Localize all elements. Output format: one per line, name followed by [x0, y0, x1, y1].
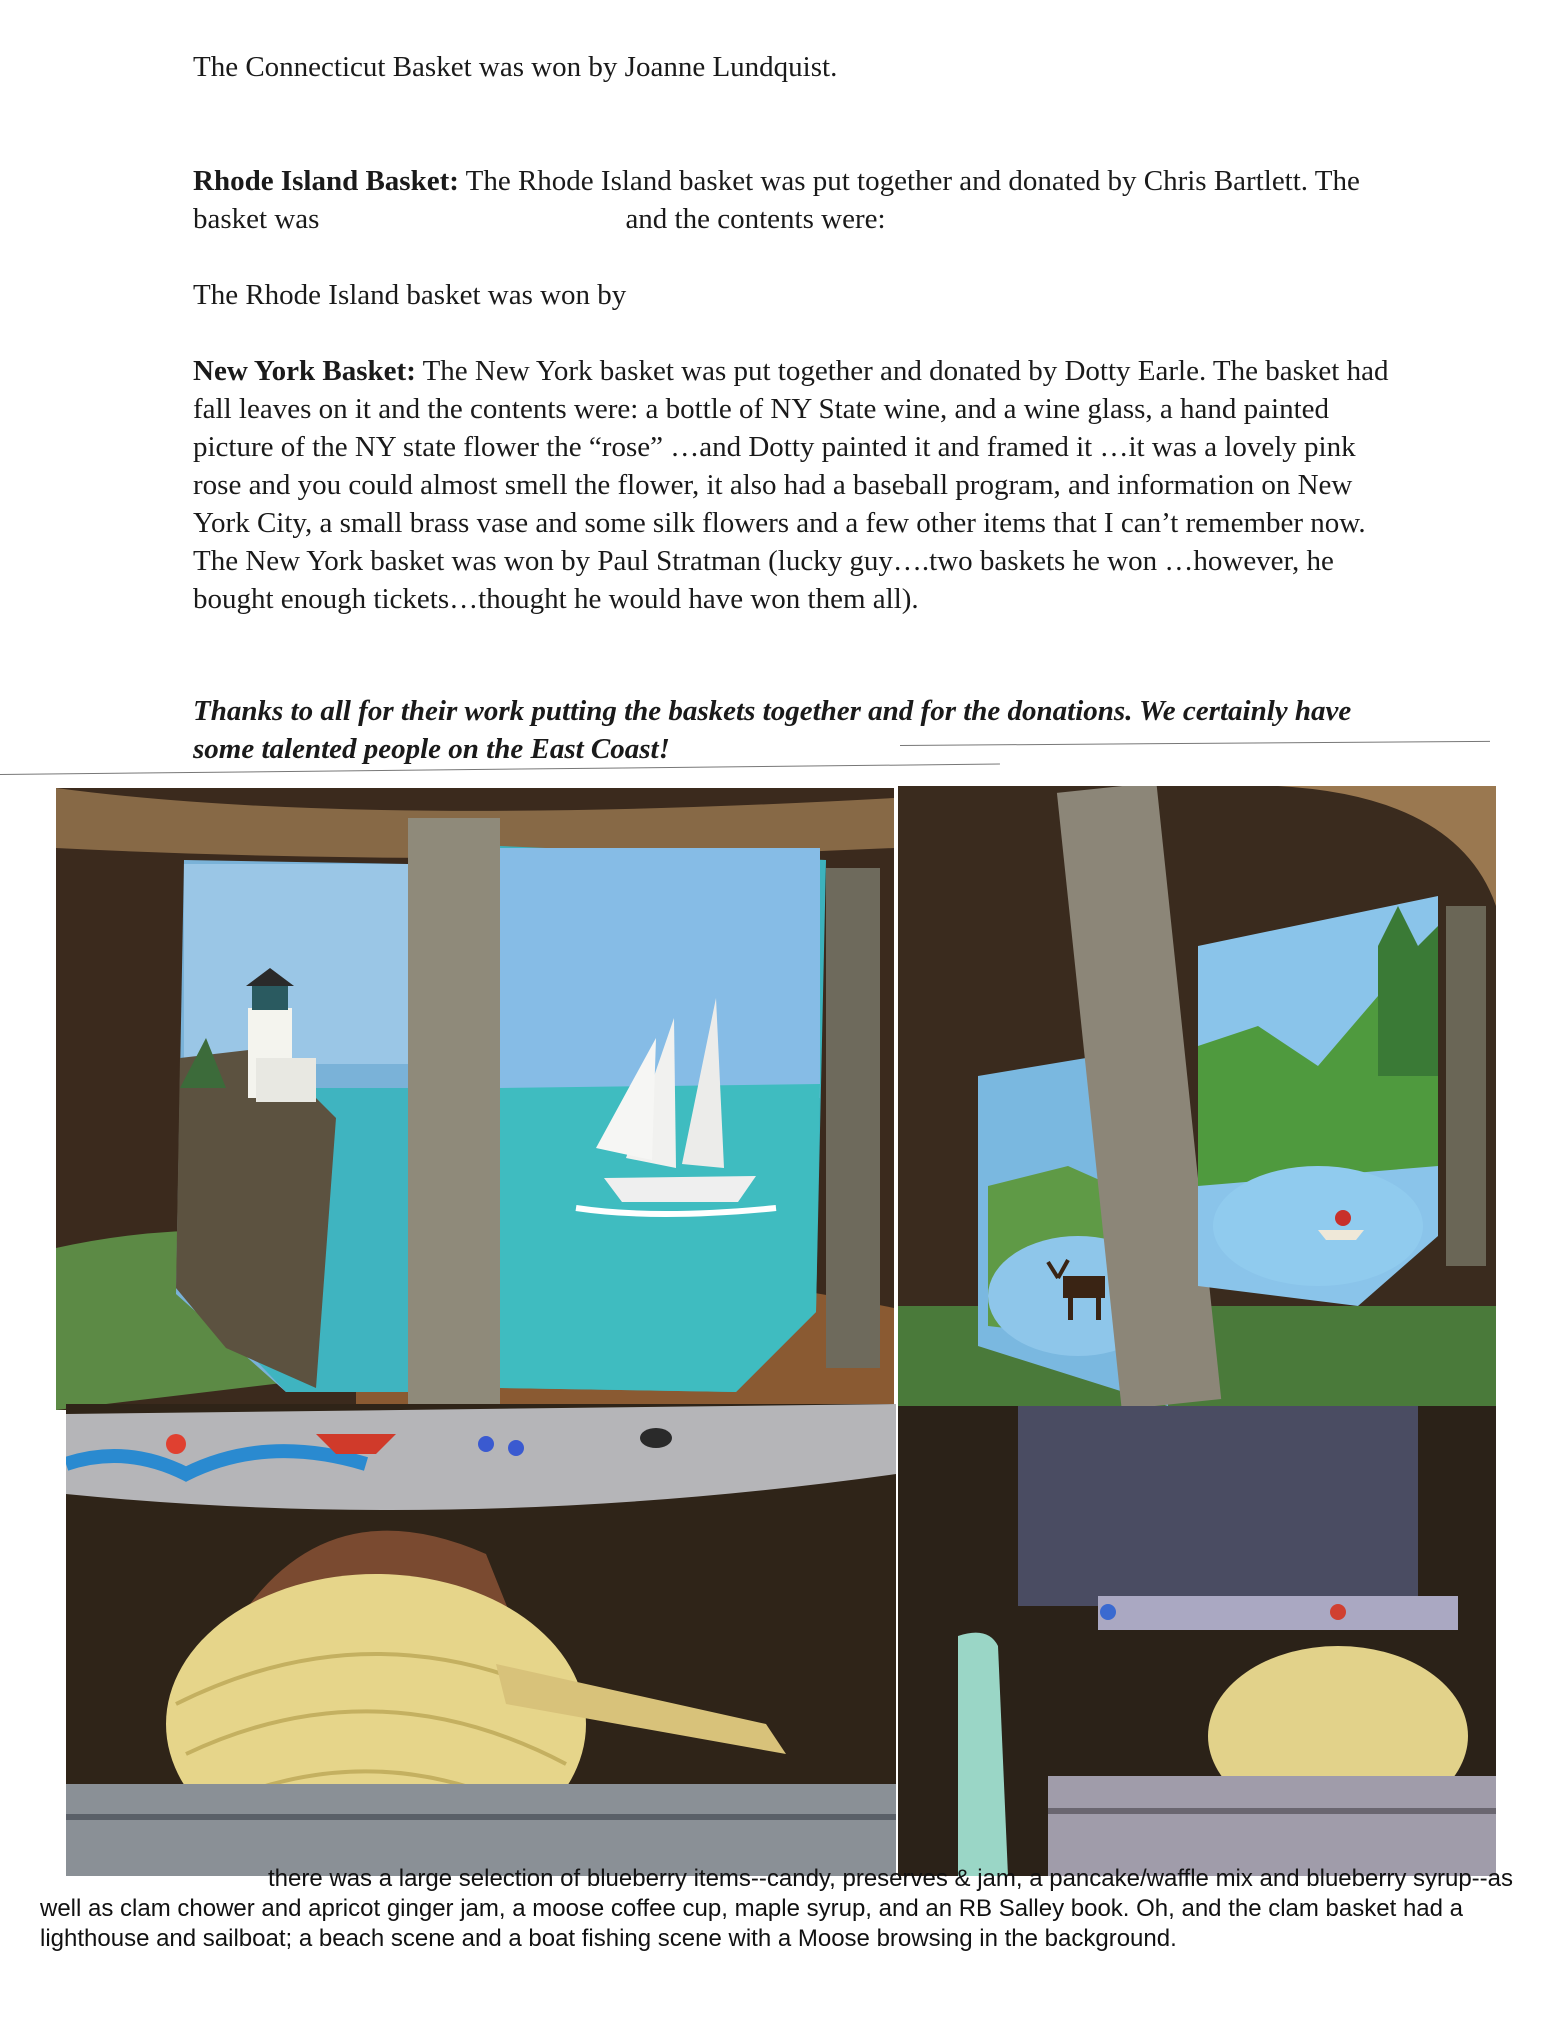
rhode-island-winner-text [193, 276, 1403, 314]
moose-leg [1096, 1296, 1101, 1320]
thanks-sentence: Thanks to all for their work putting the baskets together and for the donations. We certainly have some talented people on the East Coast! [193, 695, 1352, 765]
rhode-island-description: The Rhode Island basket was put together and donated by Chris Bartlett. The basket was [193, 165, 1360, 235]
crate-slats [66, 1784, 896, 1876]
lighthouse-sky [184, 864, 408, 1064]
clam-basket-illustration [66, 1404, 896, 1876]
basket-photo-collage [0, 776, 1553, 1886]
photo-moose-fishing [898, 786, 1496, 1406]
new-york-description: The New York basket was put together and donated by Dotty Earle. The basket had fall leaves on it and the contents were: a bottle of NY State wine, and a wine glass, a hand painted picture of the NY state flower the “rose” …and Dotty painted it and framed it …it was a lovely pink rose and you could almost smell the flower, it also had a baseball program, and information on New York City, a small brass vase and some silk flowers and a few other items that I can’t remember now. The New York basket was won by Paul Stratman (lucky guy….two baskets he won …however, he bought enough tickets…thought he would have won them all). [193, 355, 1389, 615]
rhode-island-heading: Rhode Island Basket: [193, 165, 459, 197]
moose-leg [1068, 1296, 1073, 1320]
connecticut-winner-sentence: The Connecticut Basket was won by Joanne Lundquist. [193, 51, 838, 83]
lighthouse-sailboat-illustration [56, 788, 894, 1410]
new-york-paragraph [193, 352, 1403, 618]
painted-flower [1100, 1604, 1116, 1620]
photo-caption [40, 1864, 1520, 1954]
painted-buoy [166, 1434, 186, 1454]
rhode-island-contents-intro: and the contents were: [625, 203, 886, 235]
painted-rim [1098, 1596, 1458, 1630]
thanks-paragraph [193, 692, 1403, 768]
fishing-boat [1318, 1230, 1364, 1240]
rhode-island-winner-sentence: The Rhode Island basket was won by [193, 279, 627, 311]
moose-body [1063, 1276, 1105, 1298]
moose-cup-illustration [898, 1406, 1496, 1876]
crate-slats [1048, 1776, 1496, 1876]
basket-slats [1446, 906, 1486, 1266]
keeper-house [256, 1058, 316, 1102]
boat-hull [604, 1176, 756, 1202]
fishing-lake [1213, 1166, 1423, 1286]
caption-text: there was a large selection of blueberry items--candy, preserves & jam, a pancake/waffle mix and blueberry syrup--as well as clam chower and apricot ginger jam, a moose coffee cup, maple syrup, and an RB Salley book. Oh, and the clam basket had a lighthouse and sailboat; a beach scene and a boat fishing scene with a Moose browsing in the background. [40, 1865, 1514, 1952]
lighthouse-lamp [252, 984, 288, 1010]
crate-slat-gap [66, 1814, 896, 1820]
photo-clam-basket [66, 1404, 896, 1876]
rhode-island-paragraph [193, 162, 1403, 238]
basket-slats [826, 868, 880, 1368]
fisherman [1335, 1210, 1351, 1226]
painted-flowers [478, 1436, 494, 1452]
photo-lighthouse-sailboat [56, 788, 894, 1410]
basket-post [408, 818, 500, 1410]
painted-chickadee [640, 1428, 672, 1448]
new-york-heading: New York Basket: [193, 355, 416, 387]
painted-backdrop [1018, 1406, 1418, 1606]
painted-lobster [1330, 1604, 1346, 1620]
connecticut-winner-text [193, 48, 1403, 86]
photo-moose-cup [898, 1406, 1496, 1876]
crate-slat-gap [1048, 1808, 1496, 1814]
painted-flowers [508, 1440, 524, 1456]
moose-fishing-illustration [898, 786, 1496, 1406]
